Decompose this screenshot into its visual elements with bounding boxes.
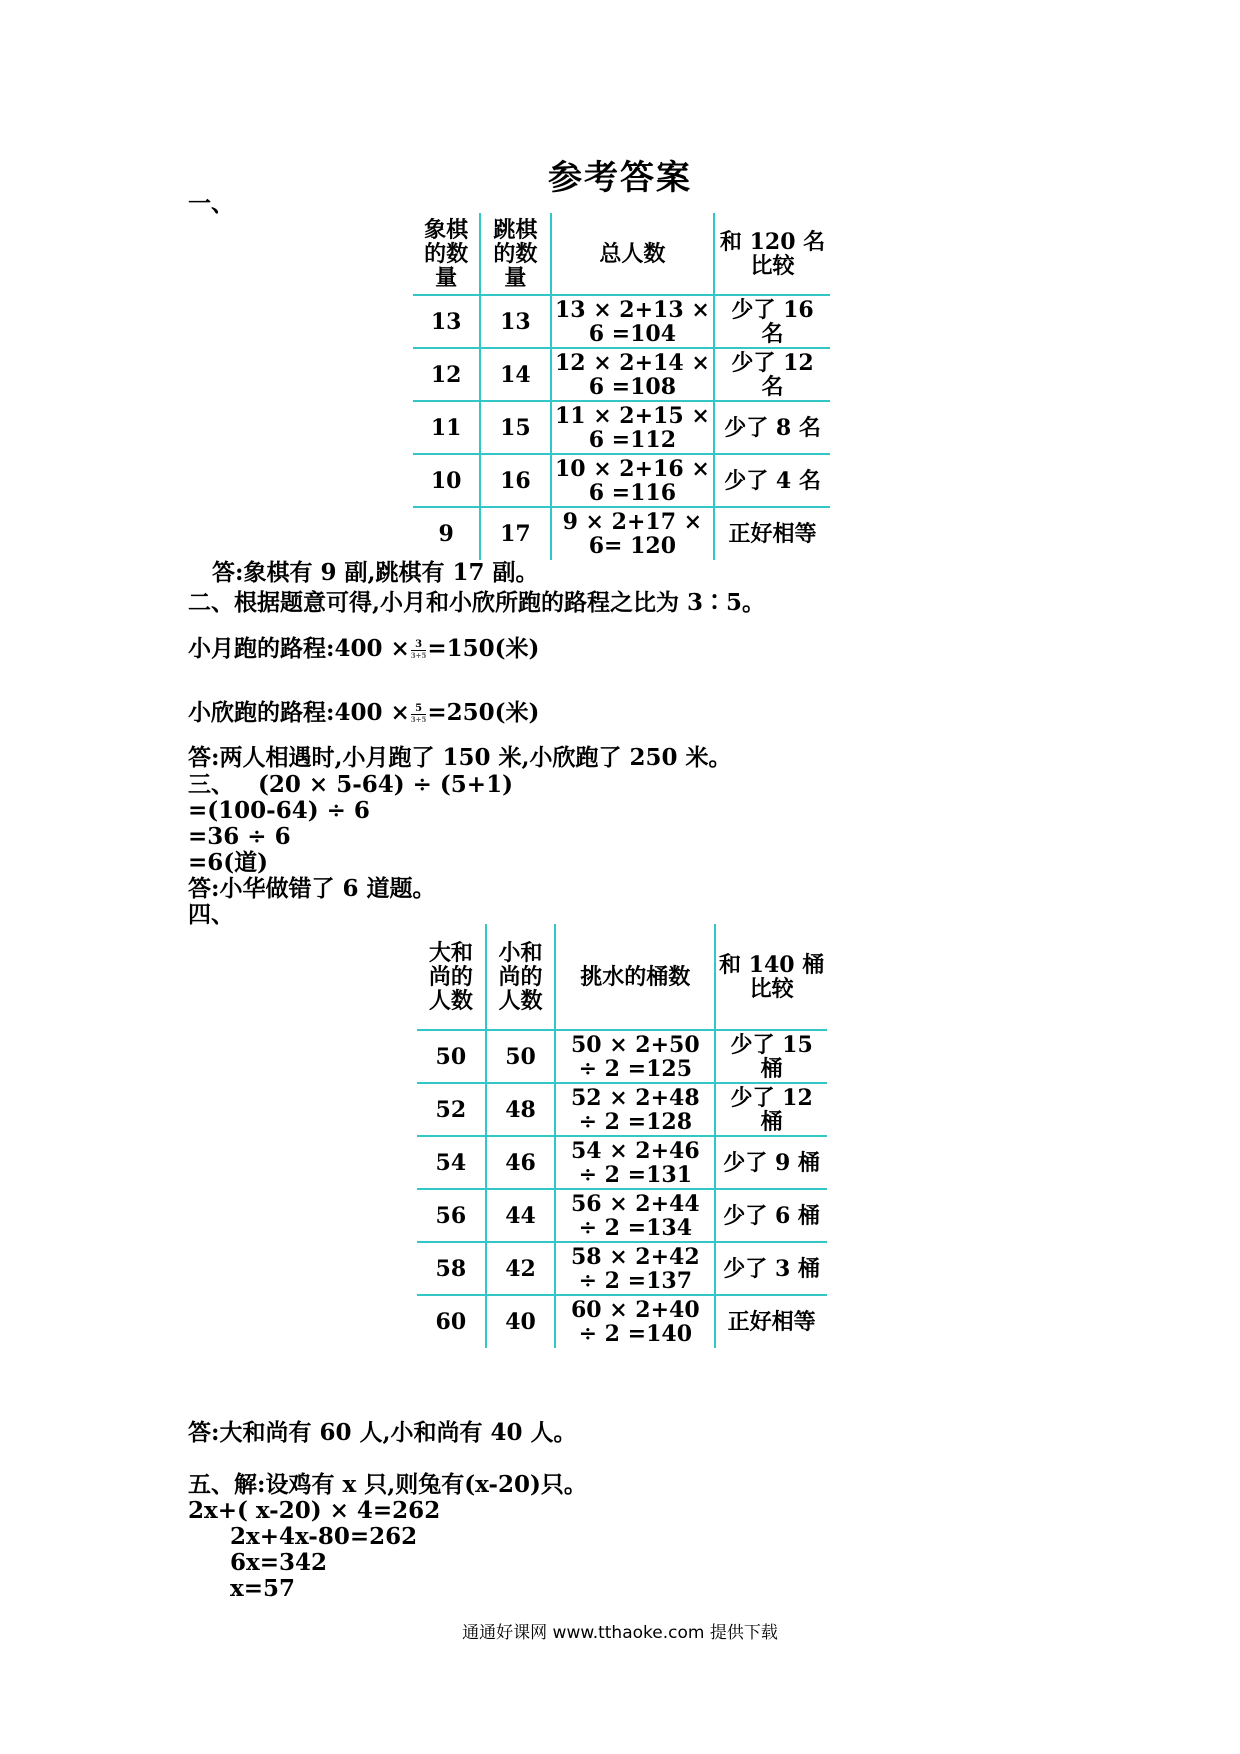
- fraction-denominator: 3+5: [410, 650, 427, 660]
- table-cell: 17: [480, 507, 550, 560]
- section5-eq2: 2x+4x-80=262: [230, 1523, 418, 1550]
- table-cell: 少了 15 桶: [715, 1030, 827, 1083]
- table-cell: 正好相等: [714, 507, 830, 560]
- table-cell: 46: [486, 1136, 556, 1189]
- table-cell: 14: [480, 348, 550, 401]
- table-cell: 10 × 2+16 × 6 =116: [551, 454, 714, 507]
- equation-text: 小月跑的路程:400 ×: [188, 635, 410, 662]
- section4-label: 四、: [188, 901, 234, 928]
- table-cell: 52: [417, 1083, 486, 1136]
- table-cell: 少了 9 桶: [715, 1136, 827, 1189]
- table-cell: 少了 4 名: [714, 454, 830, 507]
- section1-label: 一、: [188, 190, 234, 217]
- section3-answer: 答:小华做错了 6 道题。: [188, 875, 436, 902]
- fraction: [411, 704, 427, 725]
- table-header: 跳棋的数量: [480, 213, 550, 295]
- chess-table: [413, 213, 830, 560]
- table-cell: 54: [417, 1136, 486, 1189]
- fraction-numerator: 3: [411, 640, 427, 651]
- equation-text: 小欣跑的路程:400 ×: [188, 699, 410, 726]
- equation-text: =250(米): [427, 699, 540, 726]
- equation-text: =150(米): [427, 635, 540, 662]
- table-cell: 12 × 2+14 × 6 =108: [551, 348, 714, 401]
- table-header: 小和尚的人数: [486, 924, 556, 1030]
- table-cell: 56: [417, 1189, 486, 1242]
- table-header: 和 140 桶比较: [715, 924, 827, 1030]
- table-cell: 正好相等: [715, 1295, 827, 1348]
- table-cell: 少了 8 名: [714, 401, 830, 454]
- table-cell: 58: [417, 1242, 486, 1295]
- section5-eq3: 6x=342: [230, 1549, 327, 1576]
- table-cell: 50: [417, 1030, 486, 1083]
- section5-intro: 五、解:设鸡有 x 只,则兔有(x-20)只。: [188, 1471, 587, 1498]
- section2-line2: [188, 700, 539, 726]
- table-cell: 54 × 2+46 ÷ 2 =131: [555, 1136, 715, 1189]
- table-cell: 52 × 2+48 ÷ 2 =128: [555, 1083, 715, 1136]
- table-cell: 15: [480, 401, 550, 454]
- table-cell: 少了 12 桶: [715, 1083, 827, 1136]
- section2-line1: [188, 636, 539, 662]
- section5-eq1: 2x+( x-20) × 4=262: [188, 1497, 441, 1524]
- section1-answer: 答:象棋有 9 副,跳棋有 17 副。: [212, 559, 539, 586]
- section3-line2: =(100-64) ÷ 6: [188, 797, 370, 824]
- table-cell: 48: [486, 1083, 556, 1136]
- table-header: 挑水的桶数: [555, 924, 715, 1030]
- section5-eq4: x=57: [230, 1575, 295, 1602]
- table-cell: 11: [413, 401, 480, 454]
- table-cell: 16: [480, 454, 550, 507]
- table-cell: 13: [480, 295, 550, 348]
- table-header: 总人数: [551, 213, 714, 295]
- table-cell: 60: [417, 1295, 486, 1348]
- monk-table: [417, 924, 827, 1348]
- section2-intro: 二、根据题意可得,小月和小欣所跑的路程之比为 3∶5。: [188, 589, 766, 616]
- section2-answer: 答:两人相遇时,小月跑了 150 米,小欣跑了 250 米。: [188, 744, 732, 771]
- table-cell: 10: [413, 454, 480, 507]
- table-cell: 少了 12 名: [714, 348, 830, 401]
- table-cell: 50 × 2+50 ÷ 2 =125: [555, 1030, 715, 1083]
- table-cell: 44: [486, 1189, 556, 1242]
- fraction: [411, 640, 427, 661]
- table-cell: 12: [413, 348, 480, 401]
- table-header: 象棋的数量: [413, 213, 480, 295]
- table-cell: 9: [413, 507, 480, 560]
- table-cell: 少了 3 桶: [715, 1242, 827, 1295]
- table-cell: 50: [486, 1030, 556, 1083]
- table-cell: 11 × 2+15 × 6 =112: [551, 401, 714, 454]
- table-cell: 60 × 2+40 ÷ 2 =140: [555, 1295, 715, 1348]
- table-cell: 40: [486, 1295, 556, 1348]
- footer-text: 通通好课网 www.tthaoke.com 提供下载: [462, 1623, 778, 1643]
- fraction-denominator: 3+5: [410, 714, 427, 724]
- table-cell: 13: [413, 295, 480, 348]
- fraction-numerator: 5: [411, 704, 427, 715]
- table-cell: 少了 6 桶: [715, 1189, 827, 1242]
- table-cell: 13 × 2+13 × 6 =104: [551, 295, 714, 348]
- section3-line1: 三、 (20 × 5-64) ÷ (5+1): [188, 771, 513, 798]
- table-cell: 56 × 2+44 ÷ 2 =134: [555, 1189, 715, 1242]
- section3-line3: =36 ÷ 6: [188, 823, 291, 850]
- table-cell: 9 × 2+17 × 6= 120: [551, 507, 714, 560]
- table-cell: 少了 16 名: [714, 295, 830, 348]
- section4-answer: 答:大和尚有 60 人,小和尚有 40 人。: [188, 1419, 577, 1446]
- section3-line4: =6(道): [188, 849, 269, 876]
- table-header: 和 120 名比较: [714, 213, 830, 295]
- table-cell: 42: [486, 1242, 556, 1295]
- table-header: 大和尚的人数: [417, 924, 486, 1030]
- page-title: 参考答案: [548, 158, 692, 198]
- table-cell: 58 × 2+42 ÷ 2 =137: [555, 1242, 715, 1295]
